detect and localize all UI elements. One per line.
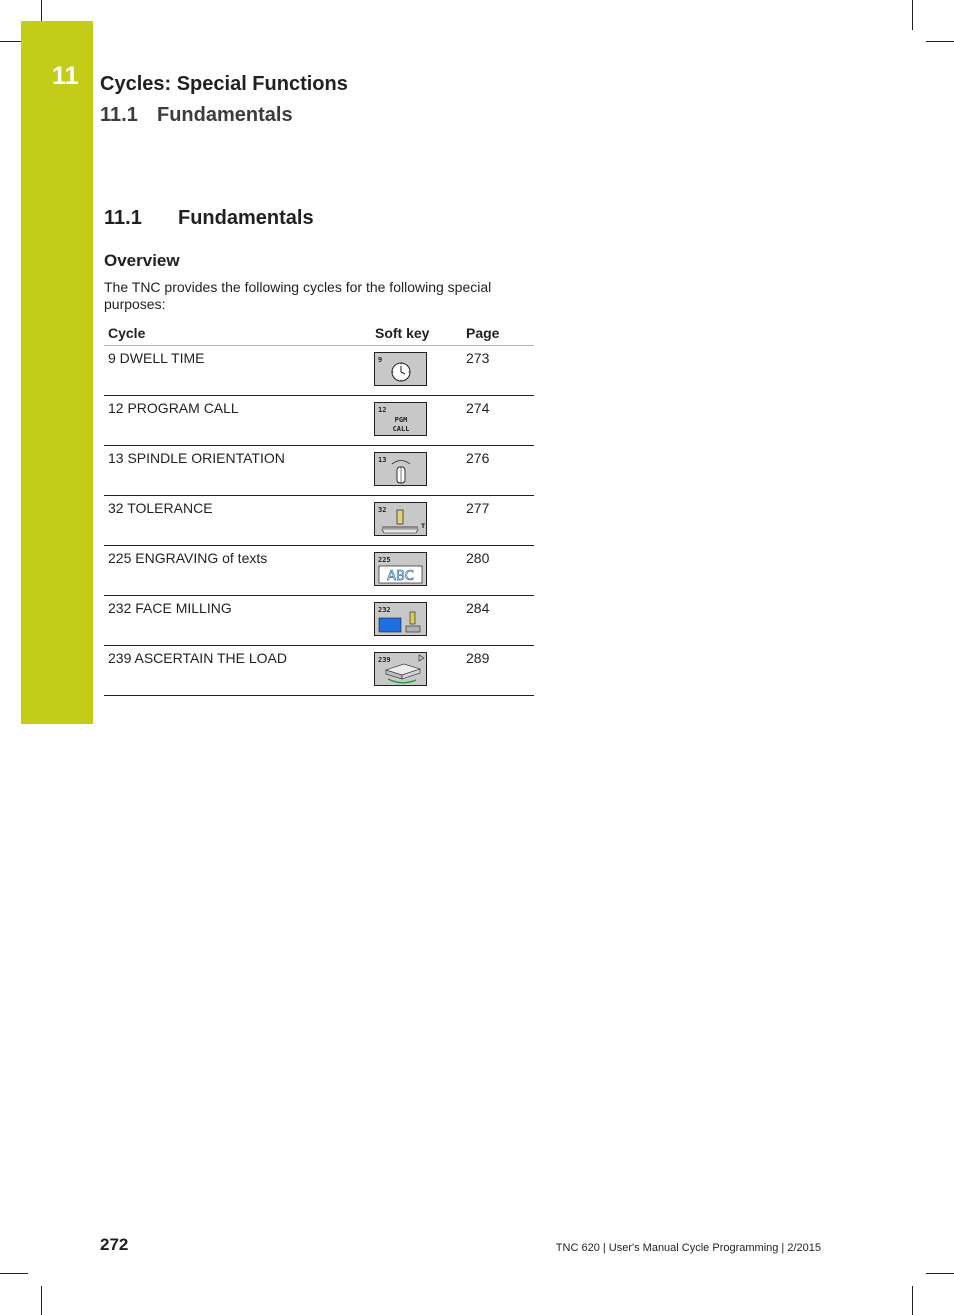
cycle-name: 225 ENGRAVING of texts: [104, 546, 371, 596]
crop-mark: [41, 0, 42, 21]
running-section-number: 11.1: [100, 104, 138, 126]
table-row: [104, 396, 534, 446]
chapter-tab: [21, 21, 93, 724]
softkey-text: T: [421, 523, 426, 530]
chapter-number: 11: [52, 62, 79, 90]
page-number: 274: [462, 396, 534, 446]
footer-page-number: 272: [100, 1235, 129, 1254]
footer-text: TNC 620 | User's Manual Cycle Programming | 2/2015: [555, 1242, 821, 1254]
section-heading: [104, 207, 314, 230]
tolerance-icon[interactable]: [374, 502, 427, 536]
table-row: [104, 596, 534, 646]
table-row: [104, 346, 534, 396]
header-cycle: Cycle: [104, 318, 371, 346]
header-softkey: Soft key: [371, 318, 462, 346]
page-number: 289: [462, 646, 534, 696]
program-call-icon[interactable]: [374, 402, 427, 436]
running-section-text: Fundamentals: [157, 104, 293, 126]
softkey-label: 239: [378, 656, 391, 664]
page-number: 273: [462, 346, 534, 396]
cycle-name: 13 SPINDLE ORIENTATION: [104, 446, 371, 496]
overview-intro: The TNC provides the following cycles for the following special purposes:: [104, 279, 492, 312]
overview-heading: Overview: [104, 251, 180, 270]
section-title: Fundamentals: [178, 207, 314, 229]
softkey-label: 32: [378, 506, 387, 514]
spindle-orientation-icon[interactable]: [374, 452, 427, 486]
softkey-label: 225: [378, 556, 391, 564]
cycle-name: 32 TOLERANCE: [104, 496, 371, 546]
header-page: Page: [462, 318, 534, 346]
table-header-row: [104, 318, 534, 346]
crop-mark: [0, 41, 21, 42]
softkey-text: PGM: [394, 416, 408, 424]
crop-mark: [926, 1273, 954, 1274]
page-number: 280: [462, 546, 534, 596]
cycle-name: 232 FACE MILLING: [104, 596, 371, 646]
softkey-text: CALL: [392, 425, 410, 433]
table-row: [104, 496, 534, 546]
cycle-name: 9 DWELL TIME: [104, 346, 371, 396]
softkey-label: 12: [378, 406, 387, 414]
engraving-abc-icon[interactable]: [374, 552, 427, 586]
crop-mark: [0, 1273, 28, 1274]
section-number: 11.1: [104, 207, 142, 229]
cycle-name: 12 PROGRAM CALL: [104, 396, 371, 446]
cycles-table: [104, 318, 534, 696]
crop-mark: [926, 41, 954, 42]
page-number: 277: [462, 496, 534, 546]
softkey-cell: [371, 496, 462, 546]
crop-mark: [912, 0, 913, 30]
softkey-cell: [371, 446, 462, 496]
softkey-label: 232: [378, 606, 391, 614]
softkey-cell: [371, 646, 462, 696]
softkey-cell: [371, 596, 462, 646]
softkey-text: ABC: [387, 569, 414, 584]
page-number: 276: [462, 446, 534, 496]
table-row: [104, 446, 534, 496]
face-milling-icon[interactable]: [374, 602, 427, 636]
page-number: 284: [462, 596, 534, 646]
ascertain-load-icon[interactable]: [374, 652, 427, 686]
softkey-cell: [371, 346, 462, 396]
crop-mark: [41, 1286, 42, 1315]
table-row: [104, 546, 534, 596]
running-section-title: [100, 104, 293, 127]
crop-mark: [912, 1286, 913, 1315]
dwell-time-clock-icon[interactable]: [374, 352, 427, 386]
softkey-cell: [371, 396, 462, 446]
running-chapter-title: Cycles: Special Functions: [100, 73, 348, 95]
softkey-cell: [371, 546, 462, 596]
cycle-name: 239 ASCERTAIN THE LOAD: [104, 646, 371, 696]
softkey-label: 13: [378, 456, 387, 464]
softkey-label: 9: [378, 356, 383, 364]
table-row: [104, 646, 534, 696]
